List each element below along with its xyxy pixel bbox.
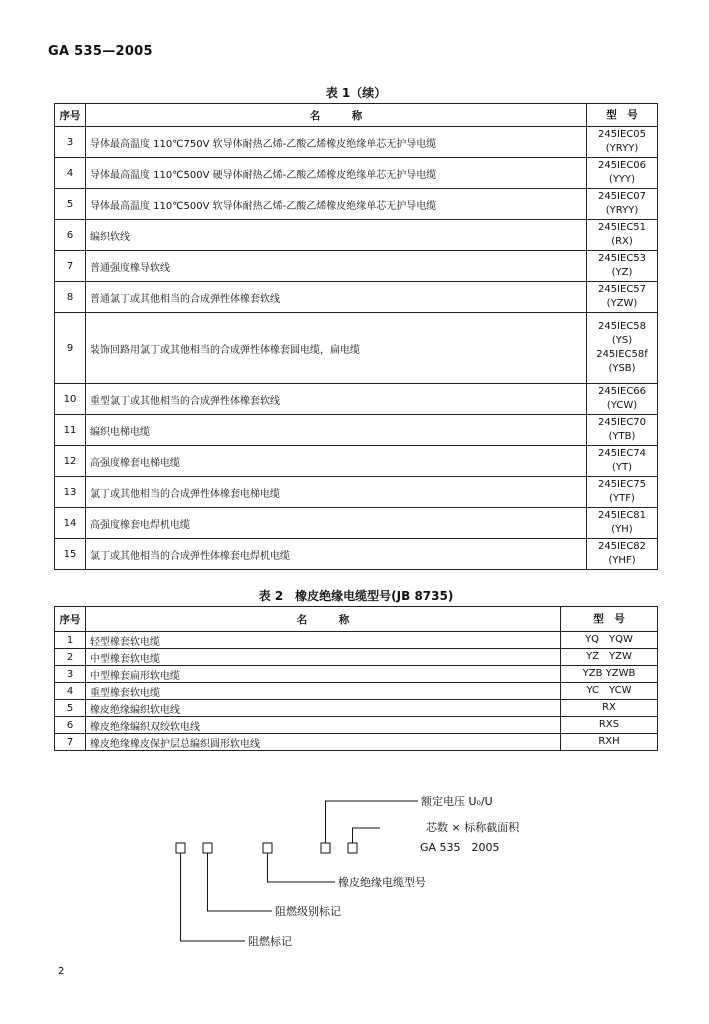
table2-caption: 表 2 橡皮绝缘电缆型号(JB 8735)	[258, 589, 454, 603]
row-model: YZB YZWB	[561, 666, 658, 683]
row-model: RX	[561, 700, 658, 717]
row-number: 12	[55, 446, 86, 477]
row-model: RXS	[561, 717, 658, 734]
label-cores-area: 芯数 × 标称截面积	[426, 821, 520, 834]
box-flame-class	[203, 843, 212, 853]
row-name: 导体最高温度 110℃500V 硬导体耐热乙烯-乙酸乙烯橡皮绝缘单芯无护导电缆	[86, 158, 587, 189]
col-header-model: 型 号	[587, 104, 658, 127]
model-line: (YTF)	[609, 493, 635, 504]
row-number: 3	[55, 127, 86, 158]
row-name: 橡皮绝缘编织软电线	[86, 700, 561, 717]
row-name: 重型橡套软电缆	[86, 683, 561, 700]
row-number: 10	[55, 384, 86, 415]
model-line: (YRYY)	[605, 143, 639, 154]
model-line: (YS)	[611, 335, 633, 346]
row-number: 4	[55, 158, 86, 189]
page-number: 2	[58, 966, 65, 977]
row-name: 装饰回路用氯丁或其他相当的合成弹性体橡套圆电缆，扁电缆	[86, 313, 587, 384]
leader-flame-mark	[181, 853, 246, 941]
box-cable-model	[263, 843, 272, 853]
leader-cable-model	[268, 853, 336, 882]
col-header-no: 序号	[55, 607, 86, 632]
col-header-name: 名 称	[86, 104, 587, 127]
row-number: 5	[55, 700, 86, 717]
row-number: 14	[55, 508, 86, 539]
row-number: 5	[55, 189, 86, 220]
model-line: 245IEC75	[597, 479, 647, 490]
model-line: 245IEC66	[597, 386, 647, 397]
row-number: 13	[55, 477, 86, 508]
box-cores-area	[348, 843, 357, 853]
model-line: (YRYY)	[605, 205, 639, 216]
row-number: 7	[55, 734, 86, 751]
row-name: 编织电梯电缆	[86, 415, 587, 446]
row-name: 高强度橡套电梯电缆	[86, 446, 587, 477]
row-name: 重型氯丁或其他相当的合成弹性体橡套软线	[86, 384, 587, 415]
col-header-no: 序号	[55, 104, 86, 127]
row-name: 普通强度橡导软线	[86, 251, 587, 282]
box-rated-voltage	[321, 843, 330, 853]
row-name: 普通氯丁或其他相当的合成弹性体橡套软线	[86, 282, 587, 313]
row-name: 中型橡套软电缆	[86, 649, 561, 666]
model-line: 245IEC58f	[596, 349, 648, 360]
row-number: 11	[55, 415, 86, 446]
leader-cores-area	[353, 828, 381, 843]
label-rated-voltage: 额定电压 U₀/U	[421, 795, 493, 808]
row-name: 氯丁或其他相当的合成弹性体橡套电梯电缆	[86, 477, 587, 508]
row-name: 导体最高温度 110℃500V 软导体耐热乙烯-乙酸乙烯橡皮绝缘单芯无护导电缆	[86, 189, 587, 220]
row-number: 15	[55, 539, 86, 570]
model-line: 245IEC05	[597, 129, 647, 140]
model-line: (YT)	[611, 462, 633, 473]
row-model: YQ YQW	[561, 632, 658, 649]
model-line: 245IEC74	[597, 448, 647, 459]
model-line: 245IEC07	[597, 191, 647, 202]
model-line: (YYY)	[608, 174, 636, 185]
row-name: 高强度橡套电焊机电缆	[86, 508, 587, 539]
model-line: 245IEC58	[597, 321, 647, 332]
model-line: 245IEC06	[597, 160, 647, 171]
leader-rated-voltage	[326, 801, 419, 843]
model-line: (YZW)	[606, 298, 638, 309]
row-number: 7	[55, 251, 86, 282]
row-number: 6	[55, 717, 86, 734]
row-number: 6	[55, 220, 86, 251]
leader-flame-class	[208, 853, 273, 911]
standard-code: GA 535—2005	[48, 44, 153, 59]
row-name: 橡皮绝缘编织双绞软电线	[86, 717, 561, 734]
model-line: (YTB)	[608, 431, 636, 442]
row-name: 氯丁或其他相当的合成弹性体橡套电焊机电缆	[86, 539, 587, 570]
model-line: (YSB)	[608, 363, 636, 374]
label-flame-mark: 阻燃标记	[248, 935, 292, 948]
col-header-name: 名 称	[86, 607, 561, 632]
model-line: 245IEC53	[597, 253, 647, 264]
model-line: 245IEC57	[597, 284, 647, 295]
row-model: YC YCW	[561, 683, 658, 700]
model-line: 245IEC70	[597, 417, 647, 428]
box-flame-mark	[176, 843, 185, 853]
model-line: (RX)	[611, 236, 633, 247]
row-name: 中型橡套扁形软电缆	[86, 666, 561, 683]
row-model: YZ YZW	[561, 649, 658, 666]
model-line: (YH)	[611, 524, 633, 535]
row-number: 8	[55, 282, 86, 313]
model-line: 245IEC82	[597, 541, 647, 552]
model-line: (YZ)	[611, 267, 633, 278]
model-line: 245IEC51	[597, 222, 647, 233]
label-cable-model: 橡皮绝缘电缆型号	[338, 876, 426, 889]
row-model: RXH	[561, 734, 658, 751]
row-name: 导体最高温度 110℃750V 软导体耐热乙烯-乙酸乙烯橡皮绝缘单芯无护导电缆	[86, 127, 587, 158]
table1-caption: 表 1（续）	[325, 86, 387, 100]
row-number: 3	[55, 666, 86, 683]
row-number: 2	[55, 649, 86, 666]
model-line: 245IEC81	[597, 510, 647, 521]
model-line: (YCW)	[606, 400, 638, 411]
label-flame-class: 阻燃级别标记	[275, 905, 341, 918]
row-name: 橡皮绝缘橡皮保护层总编织圆形软电线	[86, 734, 561, 751]
label-standard: GA 535 2005	[420, 841, 500, 854]
row-number: 1	[55, 632, 86, 649]
row-name: 轻型橡套软电缆	[86, 632, 561, 649]
row-number: 4	[55, 683, 86, 700]
row-name: 编织软线	[86, 220, 587, 251]
row-number: 9	[55, 313, 86, 384]
col-header-model: 型 号	[561, 607, 658, 632]
model-line: (YHF)	[608, 555, 636, 566]
